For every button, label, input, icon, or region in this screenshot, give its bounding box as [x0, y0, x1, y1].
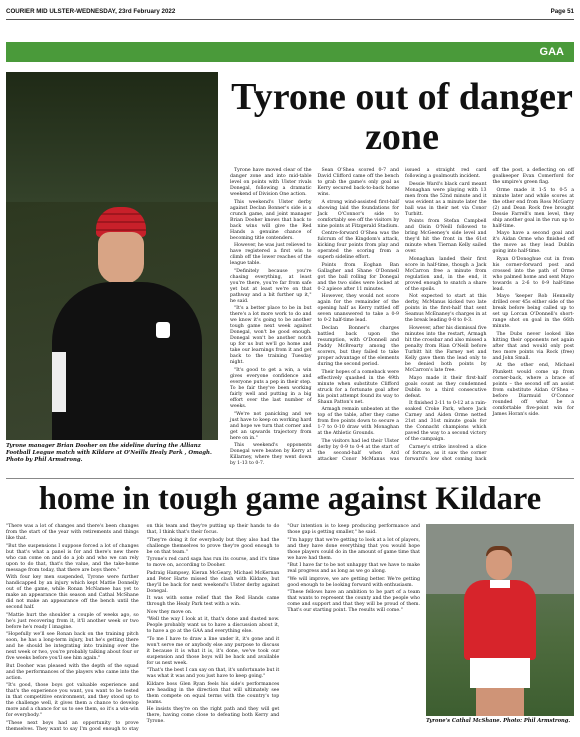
- article-paragraph: At the other end, Michael Plunkett would come up from corner-back, where a brace of points – the second off an assist from substitute Aidan O'Shea – before Diarmuid O'Connor rounded off what be a comfortable five-point win for James Horan's side.: [492, 363, 574, 417]
- article-paragraph: Points from Eoghan Ban Gallagher and Shane O'Donnell got the ball rolling for Donegal and the two sides were locked at 0-2 apiece after 11 minutes.: [317, 262, 399, 292]
- article-paragraph: "Our intention is to keep producing performance and those gap is getting smaller," he said.: [287, 524, 420, 536]
- arm-stripe: [52, 352, 66, 412]
- article-paragraph: However, they would not score again for the remainder of the opening half as Kerry rattled off seven unanswered to take a 0-9 to 0-2 half-time lead.: [317, 294, 399, 324]
- article-paragraph: Padraig Hampsey, Kieran McGeary, Michael McKernan and Peter Harte missed the clash with Kildare, but they'll be back for next weekend's Ulster derby against Donegal.: [146, 570, 280, 594]
- article-paragraph: However, after his dismissal five minutes into the restart, Armagh hit the crossbar and also missed a penalty from Rian O'Neill before Turbitt hit the Farney net and Kelly gave them the lead only to be denied both points by McCarron's late free.: [405, 325, 487, 373]
- article-paragraph: Not expected to start at this derby, McManus kicked two late points in the first-half that sent Seamus McEnaney's charges in at the break leading 0-8 to 0-3.: [405, 294, 487, 324]
- section-bar: [6, 42, 574, 62]
- manager-photo: [6, 72, 218, 440]
- article-paragraph: The Dubs never looked like hitting their opponents net again after that and would only post two more points via Rock (free) and John Small.: [492, 331, 574, 361]
- masthead-left: COURIER MID ULSTER-WEDNESDAY, 23rd February 2022: [6, 8, 176, 15]
- article-paragraph: "Definitely because you're chasing everything, at least you're there, you're far from safe yet but at least we're on that pathway and a bit further up it," he said.: [230, 268, 312, 304]
- article-paragraph: "These next boys had an opportunity to prove themselves. They want to say I'm good enough to stay on this team and they're putting up their hands to do that, I think that's their focus.: [6, 524, 280, 732]
- article-paragraph: "Hopefully we'll see Ronan back on the training pitch soon, he has a long-term injury, but he's getting there and he should be integrating into training over the next week or two, you're probably talking about four or five weeks before you'll see him again.": [6, 632, 139, 662]
- article-paragraph: "Well the way I look at it, that's done and dusted now. People probably want us to have a discussion about it, to have a go at the GAA and everything else.: [146, 617, 280, 635]
- article-paragraph: It finished 2-11 to 0-12 at a rain-soaked Croke Park, where Jack Carney and Aiden Orme netted 21st and 31st minute goals for the Connacht champions which paved the way to a second victory of the campaign.: [405, 401, 487, 443]
- shorts: [470, 658, 530, 688]
- article-bottom-body: [6, 524, 420, 734]
- article-paragraph: "But I have far to be not unhappy that we have to make real progress and as long as we go along.: [287, 563, 420, 575]
- article-paragraph: "I'm happy that we're getting to look at a lot of players, and they have done everything that you would hope those players could do in the amount of game time that we have had them.: [287, 537, 420, 561]
- article-paragraph: Orme made it 1-5 to 0-5 a minute later and while scores at the other end from Ross McGarry (2) and Dean Rock free brought Dessie Farrell's men level, they ship another goal in the run up to half-time.: [492, 187, 574, 229]
- section-label: GAA: [539, 46, 564, 58]
- photo-background: [6, 72, 218, 202]
- article-paragraph: It was with some relief that the Red Hands came through the Healy Park test with a win.: [146, 596, 280, 608]
- article-paragraph: Kildare boss Glen Ryan feels his side's performances are heading in the direction that will ultimately see them compete on equal terms with the country's top teams.: [146, 681, 280, 705]
- article-paragraph: Tyrone have moved clear of the danger zone and into mid-table level on points with Ulster rivals Donegal, following a dramatic weekend of Division One action.: [230, 168, 312, 198]
- article-paragraph: Their hopes of a comeback were effectively quashed in the 49th minute when substitute Clifford struck for a fortunate goal after his point attempt found its way to Shaun Patton's net.: [317, 369, 399, 405]
- article-paragraph: "We're not panicking and we just have to keep on working hard and hope we turn that corner and get an upwards trajectory from here on in.": [230, 411, 312, 441]
- article-paragraph: Declan Bonner's charges battled back upon the resumption, with O'Donnell and Paddy McBrearty among the scorers, but they failed to take proper advantage of the elements during the second period.: [317, 325, 399, 367]
- article-paragraph: "But the suspensions I suppose forced a lot of changes but that's what a panel is for and there's new there who can come on and do a job and who we can rely upon to do that, that's the value, and the take-home message from today, that there are boys there.": [6, 543, 139, 573]
- article-paragraph: Sean O'Shea scored 0-7 and David Clifford came off the bench to grab the game's only goal as Kerry secured back-to-back home wins.: [317, 168, 399, 198]
- head: [486, 550, 512, 580]
- article-paragraph: However, he was just relieved to have registered a first win to climb off the lower reaches of the league table.: [230, 243, 312, 267]
- photo-caption-2: Tyrone's Cathal McShane. Photo: Phil Armstrong.: [426, 718, 571, 724]
- article-paragraph: "It's a better place to be in but there's a lot more work to do and we know it's going to be another tough game next week against Donegal, won't be good enough. Donegal won't be another notch up for us but we'll go home and take our learnings from it and get back to the training Tuesday night.: [230, 306, 312, 366]
- article-paragraph: "These fellows have an ambition to be part of a team that wants to represent the county and the people who come and support and that they will be proud of them. That's our starting point. The results will come.": [287, 590, 420, 614]
- collar: [490, 580, 510, 588]
- article-paragraph: Mayo made it their first-half goals count as they condemned Dublin to a third consecutive defeat.: [405, 375, 487, 399]
- article-paragraph: "It's good to get a win, a win gives everyone confidence and everyone puts a pep in their step. To be fair they've been working fairly well and putting in a big effort over the last number of weeks.: [230, 368, 312, 410]
- page-number: Page 51: [550, 8, 574, 15]
- article-paragraph: "There was a lot of changes and there's been changes from the start of the year with retirements and things like that.: [6, 524, 139, 542]
- article-paragraph: "We will improve, we are getting better. We're getting good enough to be looking forward with enthusiasm.: [287, 576, 420, 588]
- article-paragraph: Dessie Ward's black card meant Monaghan were playing with 13 men from the 52nd minute and it was evident as a minute later the ball was in their net via Conor Turbitt.: [405, 181, 487, 217]
- red-jersey: [464, 580, 536, 660]
- article-paragraph: Points from Stefan Campbell and Oisin O'Neill followed to bring McGeeney's side level and they'd hit the front in the 61st minute when Tiernan Kelly sailed over.: [405, 219, 487, 255]
- face: [98, 232, 144, 284]
- headline-top: Tyrone out of danger zone: [231, 76, 573, 158]
- player-photo: [426, 524, 574, 716]
- article-paragraph: "It's good, those boys got valuable experience and that's the experience you want, you want to be tested in that competitive environment, and they stood up to the challenge well, it gives them a chance to develop more and a chance for us to see them, so it's a win-win for everybody.": [6, 683, 139, 719]
- photo-caption: Tyrone manager Brian Dooher on the sideline during the Allianz Football League match with Kildare at O'Neills Healy Park , Omagh. Photo by Phil Armstrong.: [6, 443, 212, 463]
- jacket: [52, 282, 202, 440]
- article-paragraph: Armagh remain unbeaten at the top of the table, after they came from five points down to secure a 1-7 to 0-10 draw with Monaghan at the Athletic Grounds.: [317, 407, 399, 437]
- article-paragraph: The visitors had led their Ulster derby by 0-9 to 0-4 at the start of the second-half when Ard attacker Conor McManus was issued a straight red card following a goalmouth incident.: [317, 168, 487, 462]
- article-paragraph: Mayo 'keeper Rob Hennelly drilled over 45s either side of the break before being called up to set up Lorcan O'Donnell's short-range shot on goal in the 66th minute.: [492, 294, 574, 330]
- article-paragraph: "That's the best I can say on that, it's unfortunate but it was what it was and you just have to keep going.": [146, 668, 280, 680]
- article-paragraph: Ryan O'Donoghue cut in from his corner-forward post and crossed into the path of Orme who palmed home and sent Mayo towards a 2-6 to 0-9 half-time lead.: [492, 256, 574, 292]
- masthead: [6, 4, 574, 20]
- article-paragraph: But Dooher was pleased with the depth of the squad and the performances of the players who came into the action.: [6, 663, 139, 681]
- article-paragraph: Carney's strike involved a slice of fortune, as it saw the corner forward's low shot coming back off the post, a deflecting on off goalkeeper Evan Comerford for the umpire's green flag.: [405, 168, 574, 462]
- article-paragraph: "Mattie hurt the shoulder a couple of weeks ago, so he's just recovering from it, it'll another week or two before he's ready I imagine.: [6, 612, 139, 630]
- article-paragraph: With four key men suspended, Tyrone were further handicapped by an injury which kept Mattie Donnelly out of the game, while Ronan McNamee has yet to make an appearance this season and Cathal McShane did not make an appearance off the bench until the second half.: [6, 575, 139, 611]
- article-paragraph: Monaghan landed their first score in half-time, though a Jack McCarron free a minute from regulation and, in the end, it proved enough to snatch a share of the spoils.: [405, 256, 487, 292]
- article-paragraph: "To me I have to draw a line under it, it's gone and it won't serve me or anybody else any purpose to discuss it because it is what it is, it's done, we've took our suspension and those boys will be back and available for us next week.: [146, 636, 280, 666]
- article-paragraph: "They're doing it for everybody but they also had the challenge themselves to prove they're good enough to be on that team.": [146, 537, 280, 555]
- crest-badge: [156, 322, 170, 338]
- article-paragraph: This weekend's Ulster derby against Declan Bonner's side is a crunch game, and joint manager Brian Dooher knows that back to back wins will give the Red Hands a genuine chance of becoming title contenders.: [230, 199, 312, 241]
- article-paragraph: Mayo have a second goal and it's Aidan Orme who finished off the move as they lead Dublin going into half-time.: [492, 231, 574, 255]
- article-paragraph: A strong wind-assisted first-half showing laid the foundations for Jack O'Connor's side to comfortably see off the visitors by nine points at Fitzgerald Stadium.: [317, 199, 399, 229]
- divider: [6, 478, 574, 479]
- article-top-body: [230, 168, 574, 468]
- article-paragraph: Now they move on.: [146, 609, 193, 615]
- legs: [476, 688, 524, 716]
- headline-bottom: home in tough game against Kildare: [38, 481, 542, 517]
- article-paragraph: He insists they're on the right path and they will get there, having come close to defeating both Kerry and Tyrone.: [146, 707, 280, 725]
- article-paragraph: This weekend's opponents Donegal were beaten by Kerry at Killarney, where they went down by 1-13 to 0-7.: [230, 443, 312, 467]
- article-paragraph: Centre-forward O'Shea was the fulcrum of the Kingdom's attack, kicking four points from play and operated the scoring from a superb sideline effort.: [317, 231, 399, 261]
- article-paragraph: Tyrone's red card saga has run its course, and it's time to move on, according to Dooher.: [146, 557, 280, 569]
